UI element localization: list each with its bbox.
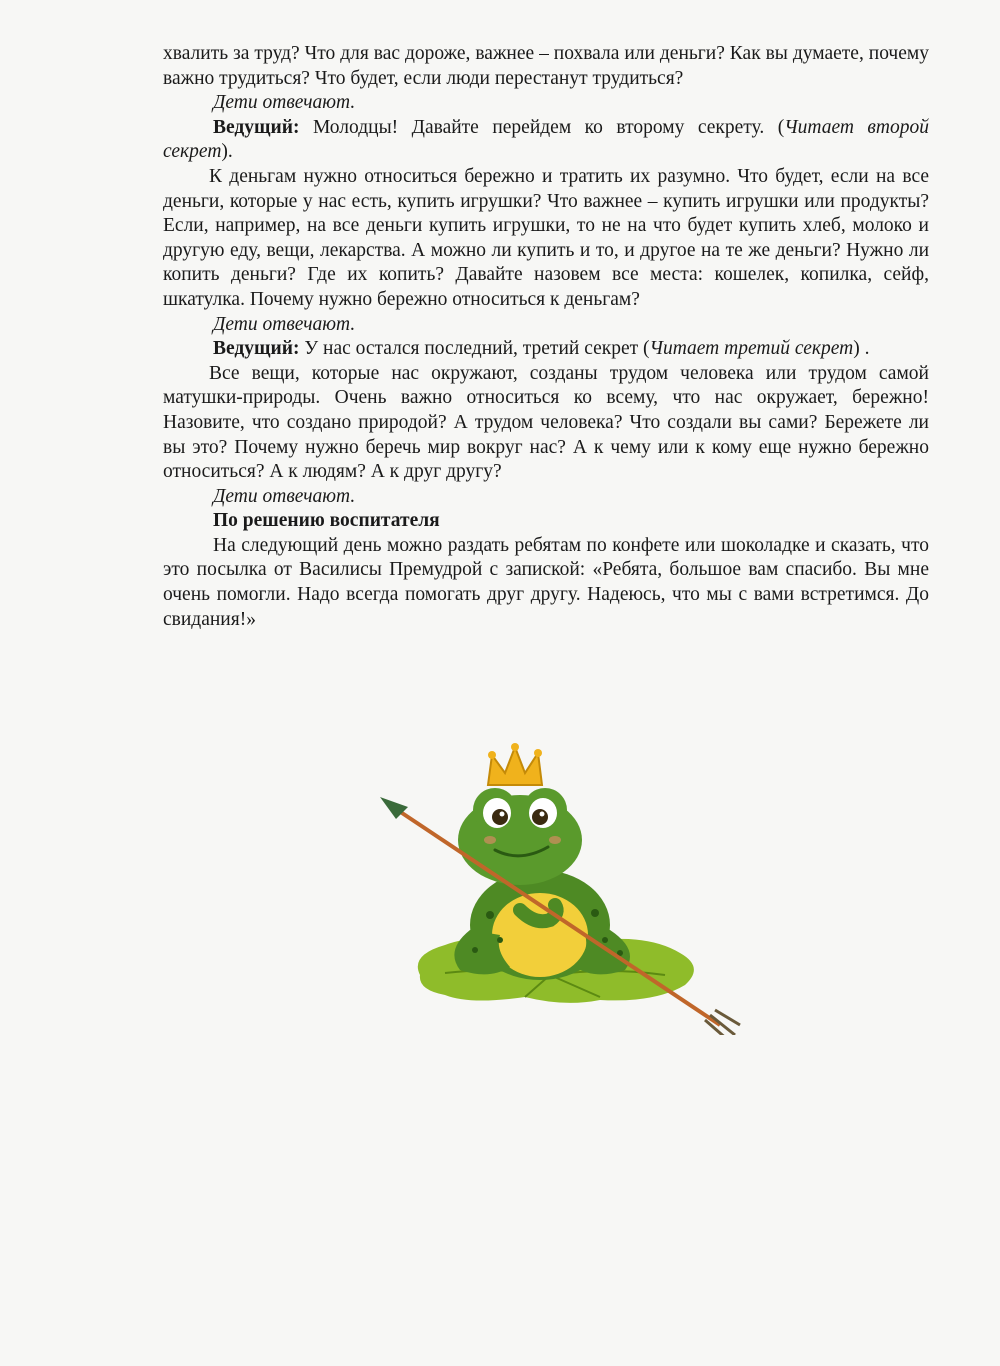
children-answer-1: Дети отвечают. [213, 92, 356, 114]
children-answer-2: Дети отвечают. [213, 313, 356, 335]
crown-icon [488, 743, 542, 785]
final-paragraph: На следующий день можно раздать ребятам по конфете или шоколадке и сказать, что это посылка от Василисы Премудрой с запиской: «Ребята, большое вам спасибо. Вы мне очень помогли. Надо всегда помогать друг другу. Надеюсь, что мы с вами встретимся. До свидания!» [163, 534, 929, 630]
frog-princess-with-arrow-icon [350, 735, 750, 1035]
host-label: Ведущий: [213, 338, 300, 360]
frog-head-icon [458, 788, 582, 885]
document-body [163, 42, 929, 632]
host-line-3: Ведущий: У нас остался последний, третий секрет (Читает третий секрет) . [213, 338, 870, 360]
host-line-2: Ведущий: Молодцы! Давайте перейдем ко второму секрету. (Читает второй секрет). [163, 116, 929, 163]
host-label: Ведущий: [213, 116, 300, 138]
secret-two-paragraph: К деньгам нужно относиться бережно и тратить их разумно. Что будет, если на все деньги, которые у нас есть, купить игрушки? Что важнее – купить игрушки или продукты? Если, например, на все деньги купить игрушки, то не на что будет купить хлеб, молоко и другую еду, вещи, лекарства. А можно ли купить и то, и другое на те же деньги? Нужно ли копить деньги? Где их копить? Давайте назовем все места: кошелек, копилка, сейф, шкатулка. Почему нужно бережно относиться к деньгам? [163, 165, 929, 310]
secret-three-paragraph: Все вещи, которые нас окружают, созданы трудом человека или трудом самой матушки-природы. Очень важно относиться ко всему, что нас окружает, бережно! Назовите, что создано природой? А трудом человека? Что создали вы сами? Бережете ли вы это? Почему нужно беречь мир вокруг нас? А к чему или к кому еще нужно бережно относиться? А к людям? А к друг другу? [163, 362, 929, 483]
section-heading: По решению воспитателя [213, 510, 440, 532]
children-answer-3: Дети отвечают. [213, 485, 356, 507]
paragraph-1: хвалить за труд? Что для вас дороже, важнее – похвала или деньги? Как вы думаете, почему важно трудиться? Что будет, если люди перестанут трудиться? [163, 43, 929, 89]
frog-body-icon [454, 870, 630, 980]
